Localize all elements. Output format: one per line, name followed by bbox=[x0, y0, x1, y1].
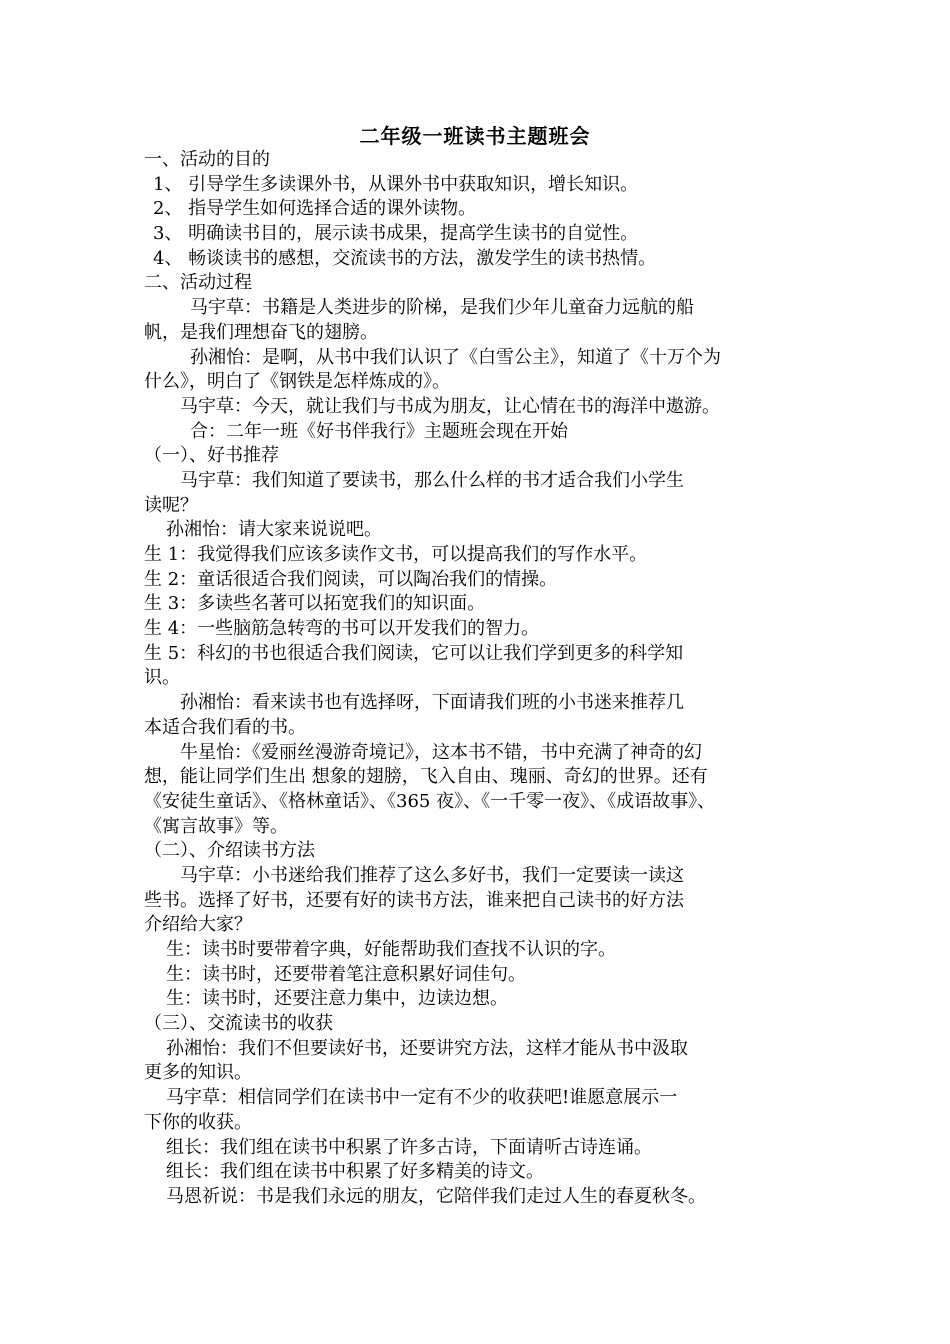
text-line: 想，能让同学们生出 想象的翅膀，飞入自由、瑰丽、奇幻的世界。还有 bbox=[144, 766, 708, 788]
text-line: 生：读书时，还要注意力集中，边读边想。 bbox=[166, 988, 508, 1010]
document-body bbox=[144, 148, 812, 1210]
text-line: 孙湘怡：看来读书也有选择呀，下面请我们班的小书迷来推荐几 bbox=[180, 692, 684, 714]
text-line: 生 1：我觉得我们应该多读作文书，可以提高我们的写作水平。 bbox=[144, 544, 648, 565]
text-line: 孙湘怡：请大家来说说吧。 bbox=[166, 519, 382, 541]
document-title: 二年级一班读书主题班会 bbox=[359, 124, 591, 148]
text-line: 生 5：科幻的书也很适合我们阅读，它可以让我们学到更多的科学知 bbox=[144, 642, 684, 664]
text-line: 生：读书时要带着字典，好能帮助我们查找不认识的字。 bbox=[166, 939, 616, 960]
text-line: 下你的收获。 bbox=[144, 1111, 252, 1133]
text-line: 《寓言故事》等。 bbox=[144, 815, 288, 837]
text-line: 介绍给大家？ bbox=[144, 914, 252, 936]
text-line: 生：读书时，还要带着笔注意积累好词佳句。 bbox=[166, 963, 526, 985]
text-line: 合：二年一班《好书伴我行》主题班会现在开始 bbox=[190, 420, 568, 442]
text-line: 组长：我们组在读书中积累了好多精美的诗文。 bbox=[166, 1161, 544, 1183]
text-line: 马恩祈说：书是我们永远的朋友，它陪伴我们走过人生的春夏秋冬。 bbox=[166, 1185, 706, 1207]
text-line: 生 4：一些脑筋急转弯的书可以开发我们的智力。 bbox=[144, 618, 540, 640]
text-line: （二）、介绍读书方法 bbox=[144, 840, 315, 862]
text-line: 马宇草：我们知道了要读书，那么什么样的书才适合我们小学生 bbox=[180, 469, 684, 491]
text-line: 读呢？ bbox=[144, 494, 198, 516]
text-line: 生 3：多读些名著可以拓宽我们的知识面。 bbox=[144, 593, 486, 615]
text-line: 4、 畅谈读书的感想，交流读书的方法，激发学生的读书热情。 bbox=[153, 247, 657, 269]
text-line: 3、 明确读书目的，展示读书成果，提高学生读书的自觉性。 bbox=[153, 223, 639, 245]
text-line: 二、活动过程 bbox=[144, 272, 252, 294]
text-line: 生 2：童话很适合我们阅读，可以陶冶我们的情操。 bbox=[144, 568, 558, 590]
text-line: 孙湘怡：是啊，从书中我们认识了《白雪公主》，知道了《十万个为 bbox=[190, 346, 721, 368]
text-line: 更多的知识。 bbox=[144, 1062, 252, 1084]
text-line: 组长：我们组在读书中积累了许多古诗，下面请听古诗连诵。 bbox=[166, 1136, 652, 1158]
text-line: 马宇草：今天，就让我们与书成为朋友，让心情在书的海洋中遨游。 bbox=[180, 395, 720, 417]
text-line: 《安徒生童话》、《格林童话》、《365 夜》、《一千零一夜》、《成语故事》、 bbox=[144, 790, 716, 812]
text-line: 一、活动的目的 bbox=[144, 149, 270, 170]
text-line: 什么》，明白了《钢铁是怎样炼成的》。 bbox=[144, 371, 450, 393]
text-line: 孙湘怡：我们不但要读好书，还要讲究方法，这样才能从书中汲取 bbox=[166, 1037, 688, 1059]
text-line: 本适合我们看的书。 bbox=[144, 716, 306, 738]
text-line: 帆，是我们理想奋飞的翅膀。 bbox=[144, 321, 378, 343]
text-line: （一）、好书推荐 bbox=[144, 445, 279, 467]
text-line: 些书。选择了好书，还要有好的读书方法，谁来把自己读书的好方法 bbox=[144, 889, 684, 911]
text-line: 1、 引导学生多读课外书，从课外书中获取知识，增长知识。 bbox=[153, 173, 639, 195]
text-line: 马宇草：书籍是人类进步的阶梯，是我们少年儿童奋力远航的船 bbox=[190, 297, 694, 319]
text-line: 2、 指导学生如何选择合适的课外读物。 bbox=[153, 198, 477, 220]
text-line: 识。 bbox=[144, 667, 180, 689]
text-line: 马宇草：小书迷给我们推荐了这么多好书，我们一定要读一读这 bbox=[180, 864, 684, 886]
text-line: （三）、交流读书的收获 bbox=[144, 1013, 333, 1035]
text-line: 牛星怡：《爱丽丝漫游奇境记》，这本书不错，书中充满了神奇的幻 bbox=[180, 741, 702, 763]
text-line: 马宇草：相信同学们在读书中一定有不少的收获吧!谁愿意展示一 bbox=[166, 1087, 678, 1109]
